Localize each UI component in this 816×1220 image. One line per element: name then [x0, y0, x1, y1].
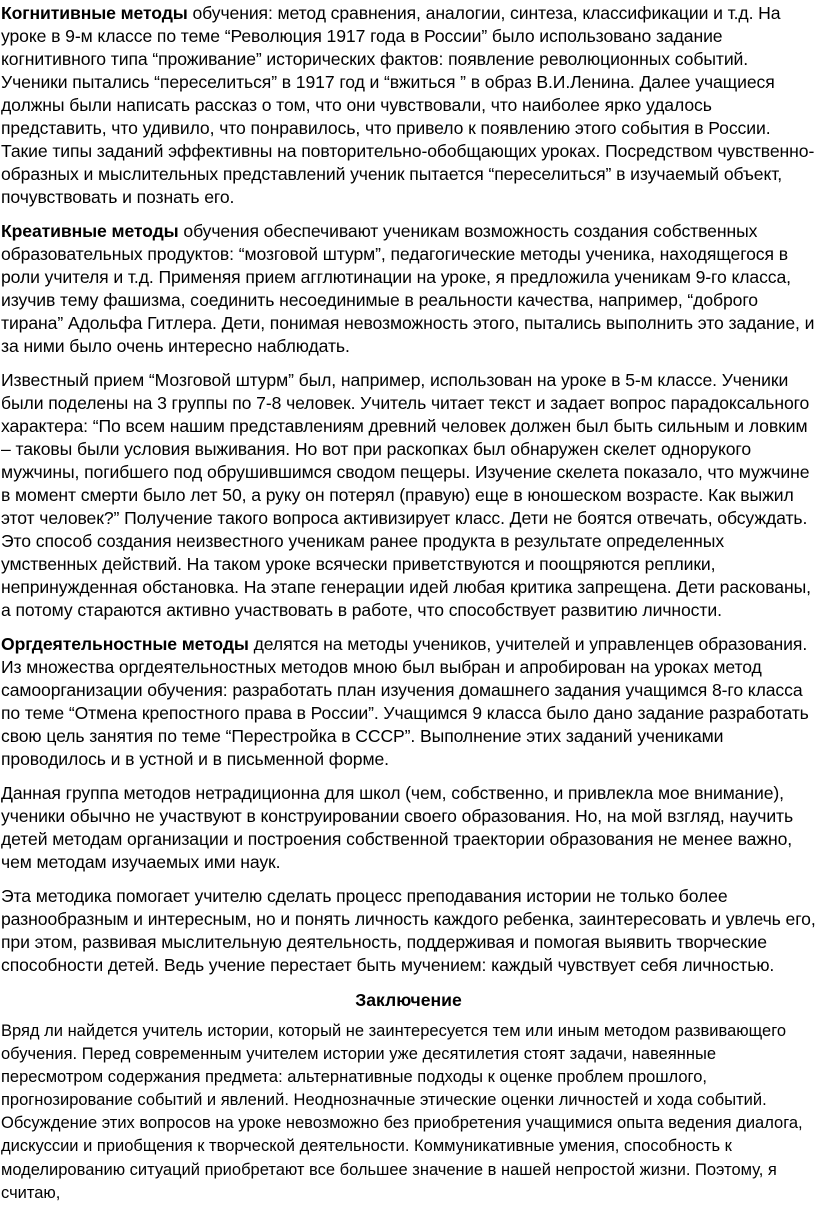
paragraph-nontraditional-group	[1, 782, 816, 874]
section-heading-conclusion: Заключение	[355, 990, 462, 1010]
paragraph-org-activity-methods	[1, 633, 816, 771]
paragraph-text: делятся на методы учеников, учителей и управленцев образования. Из множества оргдеятельностных методов мною был выбран и апробирован на уроках метод самоорганизации обучения: разработать план изучения домашнего задания учащимся 8-го класса по теме “Отмена крепостного права в России”. Учащимся 9 класса было дано задание разработать свою цель занятия по теме “Перестройка в СССР”. Выполнение этих заданий учениками проводилось и в устной и в письменной форме.	[1, 634, 809, 769]
paragraph-conclusion: Вряд ли найдется учитель истории, который не заинтересуется тем или иным методом развивающего обучения. Перед современным учителем истории уже десятилетия стоят задачи, навеянные пересмотром содержания предмета: альтернативные подходы к оценке проблем прошлого, прогнозирование событий и явлений. Неоднозначные этические оценки личностей и хода событий. Обсуждение этих вопросов на уроке невозможно без приобретения учащимися опыта ведения диалога, дискуссии и приобщения к творческой деятельности. Коммуникативные умения, способность к моделированию ситуаций приобретают все большее значение в нашей непростой жизни. Поэтому, я считаю,	[1, 1022, 803, 1202]
term-cognitive-methods: Когнитивные методы	[1, 3, 188, 23]
paragraph-text: Известный прием “Мозговой штурм” был, например, использован на уроке в 5-м классе. Ученики были поделены на 3 группы по 7-8 человек. Учитель читает текст и задает вопрос парадоксального характера: “По всем нашим представлениям древний человек должен был быть сильным и ловким – таковы были условия выживания. Но вот при раскопках был обнаружен скелет однорукого мужчины, погибшего под обрушившимся сводом пещеры. Изучение скелета показало, что мужчине в момент смерти было лет 50, а руку он потерял (правую) еще в юношеском возрасте. Как выжил этот человек?” Получение такого вопроса активизирует класс. Дети не боятся отвечать, обсуждать. Это способ создания неизвестного ученикам ранее продукта в результате определенных умственных действий. На таком уроке всячески приветствуются и поощряются реплики, непринужденная обстановка. На этапе генерации идей любая критика запрещена. Дети раскованы, а потому стараются активно участвовать в работе, что способствует развитию личности.	[1, 370, 811, 620]
paragraph-methodology-benefits	[1, 885, 816, 977]
paragraph-cognitive-methods	[1, 2, 816, 209]
term-org-activity-methods: Оргдеятельностные методы	[1, 634, 249, 654]
paragraph-brainstorm	[1, 369, 816, 622]
paragraph-creative-methods	[1, 220, 816, 358]
paragraph-text: Данная группа методов нетрадиционна для школ (чем, собственно, и привлекла мое внимание), ученики обычно не участвуют в конструировании своего образования. Но, на мой взгляд, научить детей методам организации и построения собственной траектории образования не менее важно, чем методам изучаемых ими наук.	[1, 783, 794, 872]
paragraph-text: обучения обеспечивают ученикам возможность создания собственных образовательных продуктов: “мозговой штурм”, педагогические методы ученика, находящегося в роли учителя и т.д. Применяя прием агглютинации на уроке, я предложила ученикам 9-го класса, изучив тему фашизма, соединить несоединимые в реальности качества, например, “доброго тирана” Адольфа Гитлера. Дети, понимая невозможность этого, пытались выполнить это задание, и за ними было очень интересно наблюдать.	[1, 221, 815, 356]
paragraph-text: Эта методика помогает учителю сделать процесс преподавания истории не только более разнообразным и интересным, но и понять личность каждого ребенка, заинтересовать и увлечь его, при этом, развивая мыслительную деятельность, поддерживая и помогая выявить творческие способности детей. Ведь учение перестает быть мучением: каждый чувствует себя личностью.	[1, 886, 816, 975]
term-creative-methods: Креативные методы	[1, 221, 179, 241]
paragraph-text: обучения: метод сравнения, аналогии, синтеза, классификации и т.д. На уроке в 9-м классе по теме “Революция 1917 года в России” было использовано задание когнитивного типа “проживание” исторических фактов: появление революционных событий. Ученики пытались “переселиться” в 1917 год и “вжиться ” в образ В.И.Ленина. Далее учащиеся должны были написать рассказ о том, что они чувствовали, что наиболее ярко удалось представить, что удивило, что понравилось, что привело к появлению этого события в России. Такие типы заданий эффективны на повторительно-обобщающих уроках. Посредством чувственно-образных и мыслительных представлений ученик пытается “переселиться” в изучаемый объект, почувствовать и познать его.	[1, 3, 815, 207]
